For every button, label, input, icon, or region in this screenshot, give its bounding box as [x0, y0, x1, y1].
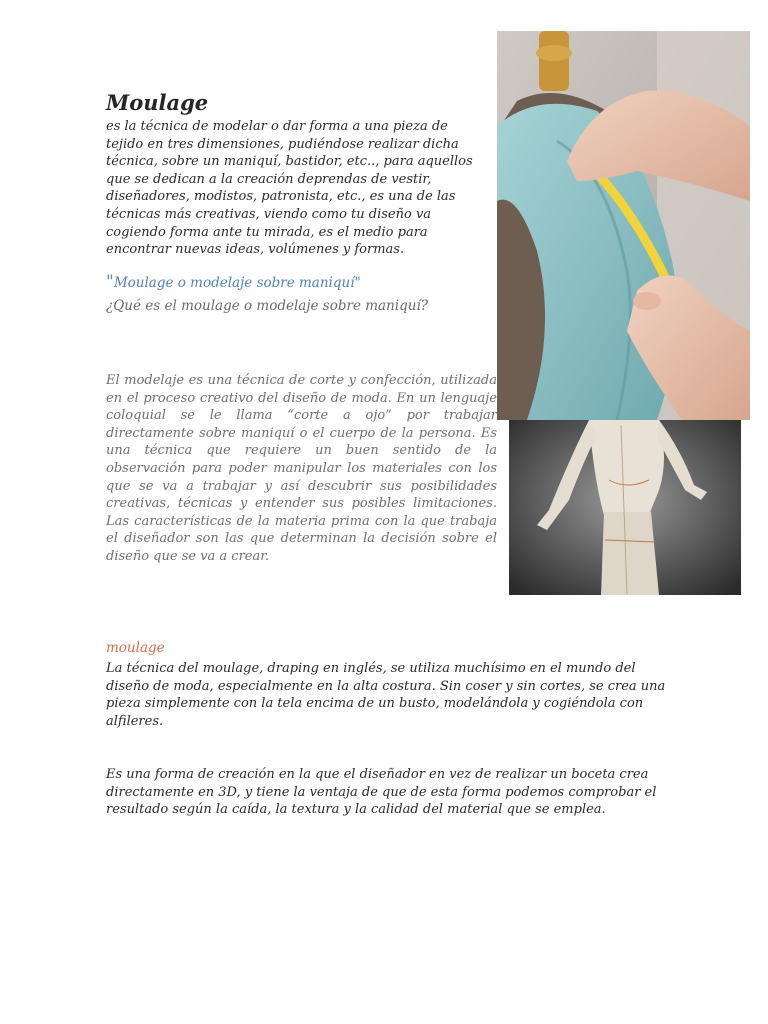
section-heading: moulage	[106, 640, 165, 656]
quote-question: ¿Qué es el moulage o modelaje sobre maniquí?	[106, 298, 428, 314]
body-paragraph: El modelaje es una técnica de corte y confección, utilizada en el proceso creativo del diseño de moda. En un lenguaje coloquial se le llama “corte a ojo” por trabajar directamente sobre maniquí o el cuerpo de la persona. Es una técnica que requiere un buen sentido de la observación para poder manipular los materiales con los que se va a trabajar y así descubrir sus posibilidades creativas, técnicas y entender sus posibles limitaciones. Las características de la materia prima con la que trabaja el diseñador son las que determinan la decisión sobre el diseño que se va a crear.	[106, 373, 497, 564]
muslin-suit-photo	[509, 420, 741, 595]
section-paragraph-1: La técnica del moulage, draping en inglés, se utiliza muchísimo en el mundo del diseño de moda, especialmente en la alta costura. Sin coser y sin cortes, se crea una pieza simplemente con la tela encima de un busto, modelándola y cogiéndola con alfileres.	[106, 661, 666, 729]
open-quote-mark: "	[106, 272, 114, 292]
dress-form-measuring-photo	[497, 31, 750, 420]
quote-heading	[106, 272, 361, 292]
section-paragraph-2: Es una forma de creación en la que el diseñador en vez de realizar un boceta crea directamente en 3D, y tiene la ventaja de que de esta forma podemos comprobar el resultado según la caída, la textura y la calidad del material que se emplea.	[106, 767, 657, 818]
close-quote-mark: "	[354, 275, 361, 291]
page-title: Moulage	[106, 90, 209, 115]
quote-text: Moulage o modelaje sobre maniquí	[113, 275, 355, 291]
intro-paragraph: es la técnica de modelar o dar forma a una pieza de tejido en tres dimensiones, pudiéndose realizar dicha técnica, sobre un maniquí, bastidor, etc.., para aquellos que se dedican a la creación deprendas de vestir, diseñadores, modistos, patronista, etc., es una de las técnicas más creativas, viendo como tu diseño va cogiendo forma ante tu mirada, es el medio para encontrar nuevas ideas, volúmenes y formas.	[106, 119, 473, 258]
